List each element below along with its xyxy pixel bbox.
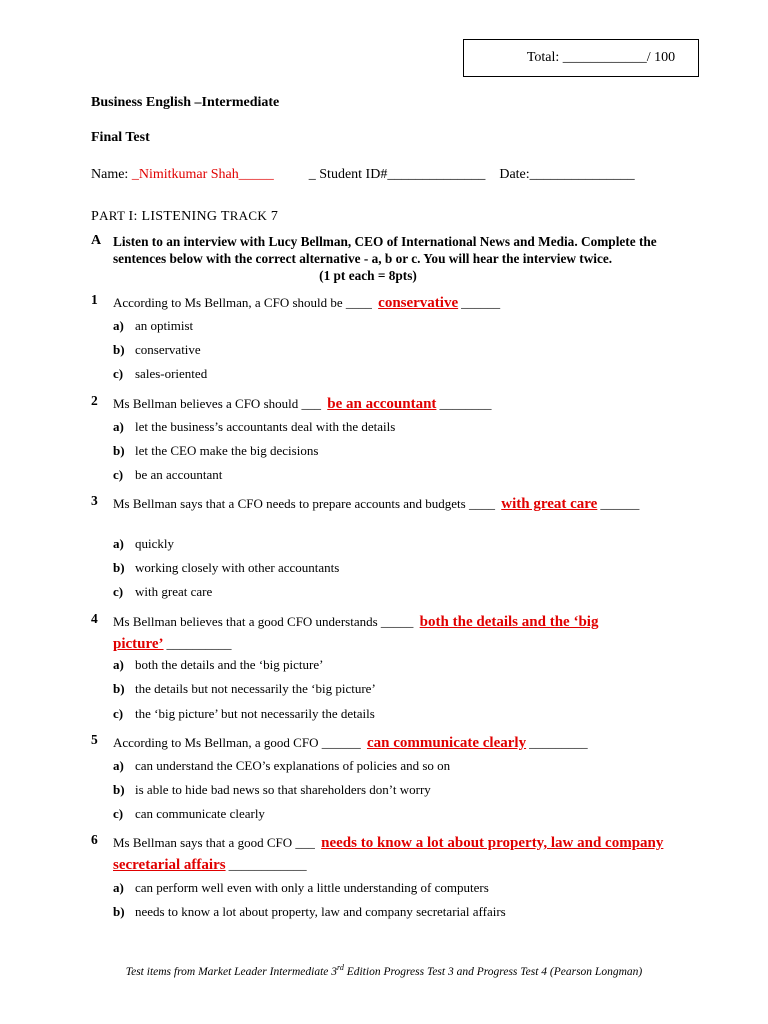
option-letter: b) [113,904,125,919]
question-stem [113,832,673,876]
footer-source-note: Test items from Market Leader Intermediate 3rd Edition Progress Test 3 and Progress Test 4 (Pearson Longman) [125,963,643,978]
filled-answer: can communicate clearly [366,735,527,751]
filled-answer: be an accountant [327,396,437,412]
option-text: the details but not necessarily the ‘big picture’ [135,681,376,696]
answer-blank: ______ [461,295,501,310]
question-text: Ms Bellman says that a good CFO ___ [113,835,315,850]
student-info-line [91,167,635,183]
option-text: working closely with other accountants [135,560,340,575]
total-blank: ____________ [562,50,647,65]
points-note: (1 pt each = 8pts) [319,268,417,283]
option-letter: a) [113,758,124,773]
option-text: the ‘big picture’ but not necessarily the details [135,706,375,721]
filled-answer: with great care [501,496,598,512]
option-letter: a) [113,419,124,434]
option-text: can communicate clearly [135,806,265,821]
option-letter: a) [113,880,124,895]
option-letter: b) [113,681,125,696]
option-letter: a) [113,318,124,333]
answer-blank: ____________ [228,857,307,872]
student-id-field: _ Student ID#______________ [308,167,486,182]
option-text: both the details and the ‘big picture’ [135,657,324,672]
option-letter: a) [113,536,124,551]
option-letter: b) [113,342,125,357]
course-title: Business English –Intermediate [91,95,280,110]
option-text: be an accountant [135,467,223,482]
option-text: an optimist [135,318,194,333]
question-number: 2 [91,393,98,408]
answer-blank: _________ [529,735,588,750]
option-text: conservative [135,342,201,357]
option-letter: c) [113,806,124,821]
question-stem [113,611,673,655]
option-c [113,467,222,483]
option-c [113,706,375,722]
question-number: 1 [91,292,98,307]
total-score-box [463,39,699,77]
option-text: let the business’s accountants deal with the details [135,419,396,434]
option-a [113,880,489,896]
option-letter: b) [113,782,125,797]
option-letter: b) [113,560,125,575]
question-number: 5 [91,732,98,747]
option-b [113,443,318,459]
option-c [113,584,212,600]
option-a [113,758,450,774]
option-b [113,904,506,920]
option-text: with great care [135,584,213,599]
question-text: Ms Bellman believes a CFO should ___ [113,396,321,411]
filled-answer: needs to know a lot about property, law and company secretarial affairs [113,835,664,873]
option-a [113,657,323,673]
option-c [113,366,207,382]
option-letter: a) [113,657,124,672]
option-text: can perform well even with only a little understanding of computers [135,880,489,895]
question-text: Ms Bellman says that a CFO needs to prepare accounts and budgets ____ [113,496,495,511]
total-label: Total: [526,50,560,65]
section-letter: A [91,233,102,248]
option-b [113,342,201,358]
total-suffix: / 100 [646,50,676,65]
question-text: According to Ms Bellman, a good CFO ______ [113,735,361,750]
filled-answer: both the details and the ‘big picture’ [113,614,599,652]
answer-blank: ______ [600,496,640,511]
option-text: let the CEO make the big decisions [135,443,319,458]
option-text: needs to know a lot about property, law and company secretarial affairs [135,904,506,919]
instructions-text: Listen to an interview with Lucy Bellman, CEO of International News and Media. Complete the sentences below with the correct alternative - a, b or c. You will hear the interview twice. [113,234,657,266]
option-text: sales-oriented [135,366,208,381]
question-number: 6 [91,832,98,847]
option-text: can understand the CEO’s explanations of policies and so on [135,758,451,773]
option-text: is able to hide bad news so that shareholders don’t worry [135,782,431,797]
question-text: According to Ms Bellman, a CFO should be ____ [113,295,372,310]
question-number: 3 [91,493,98,508]
question-stem [113,493,673,515]
answer-blank: __________ [166,636,232,651]
filled-answer: conservative [378,295,459,311]
name-label: Name: [91,167,129,182]
option-letter: c) [113,584,124,599]
question-number: 4 [91,611,98,626]
question-stem [113,732,673,754]
question-stem [113,292,673,314]
option-b [113,560,339,576]
option-c [113,806,265,822]
option-a [113,419,395,435]
part-heading: PART I: LISTENING TRACK 7 [91,208,279,224]
section-instructions [113,233,683,284]
option-letter: c) [113,366,124,381]
question-text: Ms Bellman believes that a good CFO understands _____ [113,614,414,629]
question-stem [113,393,673,415]
option-text: quickly [135,536,174,551]
answer-blank: ________ [439,396,492,411]
option-b [113,782,431,798]
option-letter: b) [113,443,125,458]
option-a [113,318,193,334]
date-field: Date:_______________ [499,167,635,182]
option-letter: c) [113,706,124,721]
student-name: _Nimitkumar Shah_____ [131,167,274,182]
option-b [113,681,376,697]
option-a [113,536,174,552]
option-letter: c) [113,467,124,482]
test-title: Final Test [91,130,150,145]
